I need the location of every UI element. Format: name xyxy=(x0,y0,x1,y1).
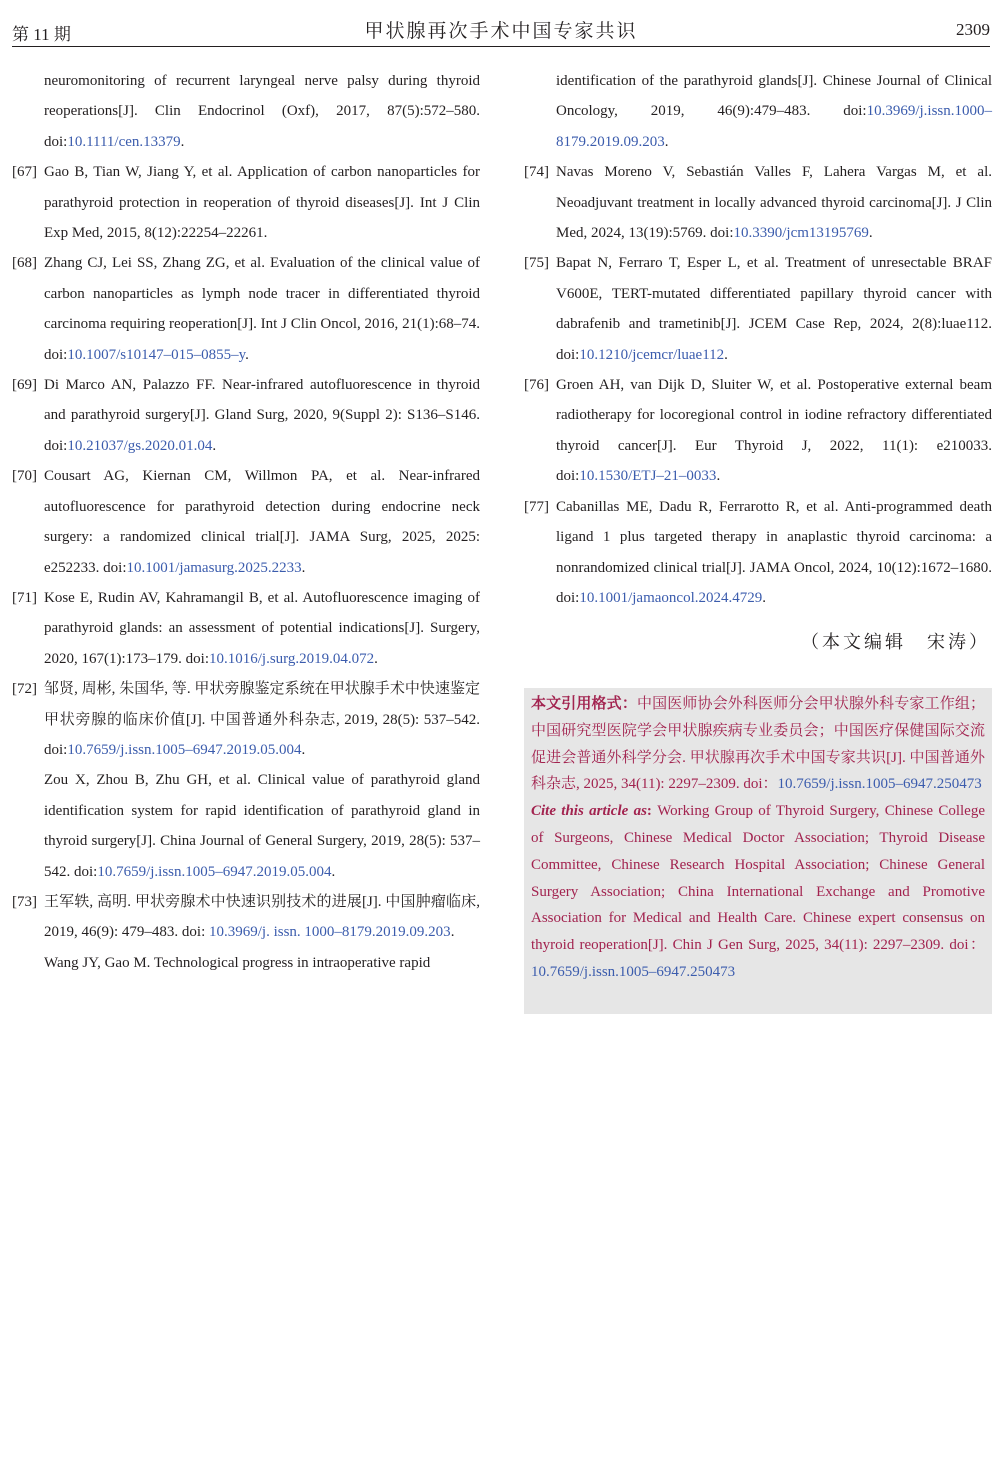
reference-end: . xyxy=(716,468,721,485)
doi-link[interactable]: 10.3969/j.issn.1000–8179.2019.09.203 xyxy=(556,103,992,150)
reference-end: . xyxy=(868,225,873,242)
citation-text-en: Working Group of Thyroid Surgery, Chinese College of Surgeons, Chinese Medical Doctor Association; Thyroid Disease Committee, Chinese Research Hospital Association; Chinese General Surgery Association; China International Exchange and Promotive Association for Medical and Health Care. Chinese expert consensus on thyroid reoperation[J]. Chin J Gen Surg, 2025, 34(11): 2297–2309. doi： xyxy=(531,803,985,954)
citation-sep: : xyxy=(646,803,658,820)
reference-number: [68] xyxy=(12,255,37,272)
reference-text: Wang JY, Gao M. Technological progress in intraoperative rapid xyxy=(44,954,431,971)
doi-link[interactable]: 10.1111/cen.13379 xyxy=(67,133,181,150)
reference-text: Zou X, Zhou B, Zhu GH, et al. Clinical value of parathyroid gland identification system for rapid identification of parathyroid gland in thyroid surgery[J]. China Journal of General Surgery, 2019, 28(5): 537–542. doi: xyxy=(44,772,480,880)
reference-item xyxy=(12,461,480,583)
doi-link[interactable]: 10.1007/s10147–015–0855–y xyxy=(67,346,246,363)
reference-end: . xyxy=(301,559,306,576)
reference-number: [76] xyxy=(524,377,549,394)
reference-item xyxy=(12,157,480,248)
reference-item xyxy=(12,370,480,461)
reference-number: [77] xyxy=(524,498,549,515)
reference-end: . xyxy=(374,650,378,667)
reference-end: . xyxy=(331,863,336,880)
reference-end: . xyxy=(301,741,306,758)
reference-end: . xyxy=(724,346,728,363)
reference-number: [75] xyxy=(524,255,549,272)
doi-link[interactable]: 10.7659/j.issn.1005–6947.2019.05.004 xyxy=(97,863,332,880)
reference-column-right xyxy=(524,66,992,613)
reference-end: . xyxy=(245,346,249,363)
issue-number: 第 11 期 xyxy=(12,25,71,44)
reference-item xyxy=(12,948,480,978)
reference-item xyxy=(12,674,480,765)
reference-item xyxy=(524,66,992,157)
reference-item xyxy=(12,248,480,370)
reference-end: . xyxy=(450,924,455,941)
doi-link[interactable]: 10.1001/jamaoncol.2024.4729 xyxy=(579,589,763,606)
running-title: 甲状腺再次手术中国专家共识 xyxy=(364,21,638,42)
reference-text: Groen AH, van Dijk D, Sluiter W, et al. Postoperative external beam radiotherapy for locoregional control in iodine refractory differentiated thyroid cancer[J]. Eur Thyroid J, 2022, 11(1): e210033. doi: xyxy=(556,377,992,485)
reference-text: neuromonitoring of recurrent laryngeal nerve palsy during thyroid reoperations[J]. Clin Endocrinol (Oxf), 2017, 87(5):572–580. doi: xyxy=(44,73,480,150)
reference-item xyxy=(524,248,992,370)
reference-number: [67] xyxy=(12,164,37,181)
reference-text: Cabanillas ME, Dadu R, Ferrarotto R, et al. Anti-programmed death ligand 1 plus targeted therapy in anaplastic thyroid carcinoma: a nonrandomized clinical trial[J]. JAMA Oncol, 2024, 10(12):1672–1680. doi: xyxy=(556,498,992,606)
citation-label-en: Cite this article as xyxy=(531,803,647,820)
reference-number: [70] xyxy=(12,468,37,485)
doi-link[interactable]: 10.7659/j.issn.1005–6947.2019.05.004 xyxy=(67,741,302,758)
reference-text: 王军轶, 高明. 甲状旁腺术中快速识别技术的进展[J]. 中国肿瘤临床, 2019, 46(9): 479–483. doi: xyxy=(44,893,480,941)
doi-link[interactable]: 10.3390/jcm13195769 xyxy=(733,225,869,242)
citation-chinese xyxy=(531,691,985,798)
reference-item xyxy=(524,370,992,492)
reference-end: . xyxy=(180,133,185,150)
doi-link[interactable]: 10.21037/gs.2020.01.04 xyxy=(67,437,213,454)
citation-box xyxy=(524,688,992,1014)
reference-item xyxy=(12,887,480,948)
doi-link[interactable]: 10.1530/ETJ–21–0033 xyxy=(579,468,717,485)
citation-english xyxy=(531,798,985,986)
reference-number: [71] xyxy=(12,589,37,606)
editor-note: （本文编辑 宋涛） xyxy=(801,632,990,653)
citation-doi-en[interactable]: 10.7659/j.issn.1005–6947.250473 xyxy=(531,963,736,980)
page-number: 2309 xyxy=(956,20,990,39)
reference-column-left xyxy=(12,66,480,978)
reference-item xyxy=(12,66,480,157)
reference-text: Cousart AG, Kiernan CM, Willmon PA, et al. Near-infrared autofluorescence for parathyroid detection during endocrine neck surgery: a randomized clinical trial[J]. JAMA Surg, 2025, 2025: e252233. doi: xyxy=(44,468,480,576)
reference-end: . xyxy=(762,589,766,606)
reference-number: [72] xyxy=(12,681,37,698)
page-header xyxy=(12,14,990,47)
reference-text: Navas Moreno V, Sebastián Valles F, Lahera Vargas M, et al. Neoadjuvant treatment in locally advanced thyroid carcinoma[J]. J Clin Med, 2024, 13(19):5769. doi: xyxy=(556,164,992,242)
reference-item xyxy=(524,157,992,248)
reference-end: . xyxy=(212,437,217,454)
reference-item xyxy=(12,583,480,674)
doi-link[interactable]: 10.1001/jamasurg.2025.2233 xyxy=(126,559,302,576)
reference-item xyxy=(12,765,480,887)
reference-item xyxy=(524,492,992,614)
reference-text: identification of the parathyroid glands[J]. Chinese Journal of Clinical Oncology, 2019, 46(9):479–483. doi: xyxy=(556,73,992,120)
reference-text: 邹贤, 周彬, 朱国华, 等. 甲状旁腺鉴定系统在甲状腺手术中快速鉴定甲状旁腺的临床价值[J]. 中国普通外科杂志, 2019, 28(5): 537–542. doi: xyxy=(44,681,480,758)
reference-number: [74] xyxy=(524,164,549,181)
reference-text: Di Marco AN, Palazzo FF. Near-infrared autofluorescence in thyroid and parathyroid surgery[J]. Gland Surg, 2020, 9(Suppl 2): S136–S146. doi: xyxy=(44,377,480,454)
reference-text: Bapat N, Ferraro T, Esper L, et al. Treatment of unresectable BRAF V600E, TERT-mutated differentiated papillary thyroid cancer with dabrafenib and trametinib[J]. JCEM Case Rep, 2024, 2(8):luae112. doi: xyxy=(556,255,992,363)
reference-text: Kose E, Rudin AV, Kahramangil B, et al. Autofluorescence imaging of parathyroid glands: an assessment of potential indications[J]. Surgery, 2020, 167(1):173–179. doi: xyxy=(44,589,480,667)
doi-link[interactable]: 10.3969/j. issn. 1000–8179.2019.09.203 xyxy=(209,924,451,941)
doi-link[interactable]: 10.1016/j.surg.2019.04.072 xyxy=(209,650,375,667)
citation-label-cn: 本文引用格式： xyxy=(531,696,637,712)
reference-text: Gao B, Tian W, Jiang Y, et al. Application of carbon nanoparticles for parathyroid protection in reoperation of thyroid diseases[J]. Int J Clin Exp Med, 2015, 8(12):22254–22261. xyxy=(44,164,480,242)
reference-end: . xyxy=(664,133,669,150)
citation-text-cn: 中国医师协会外科医师分会甲状腺外科专家工作组；中国研究型医院学会甲状腺疾病专业委员会；中国医疗保健国际交流促进会普通外科学分会. 甲状腺再次手术中国专家共识[J]. 中国普通外科杂志, 2025, 34(11): 2297–2309. doi： xyxy=(531,696,985,793)
reference-number: [73] xyxy=(12,893,37,910)
reference-number: [69] xyxy=(12,377,37,394)
doi-link[interactable]: 10.1210/jcemcr/luae112 xyxy=(579,346,725,363)
citation-doi-cn[interactable]: 10.7659/j.issn.1005–6947.250473 xyxy=(777,776,982,793)
reference-text: Zhang CJ, Lei SS, Zhang ZG, et al. Evaluation of the clinical value of carbon nanoparticles as lymph node tracer in differentiated thyroid carcinoma requiring reoperation[J]. Int J Clin Oncol, 2016, 21(1):68–74. doi: xyxy=(44,255,480,363)
